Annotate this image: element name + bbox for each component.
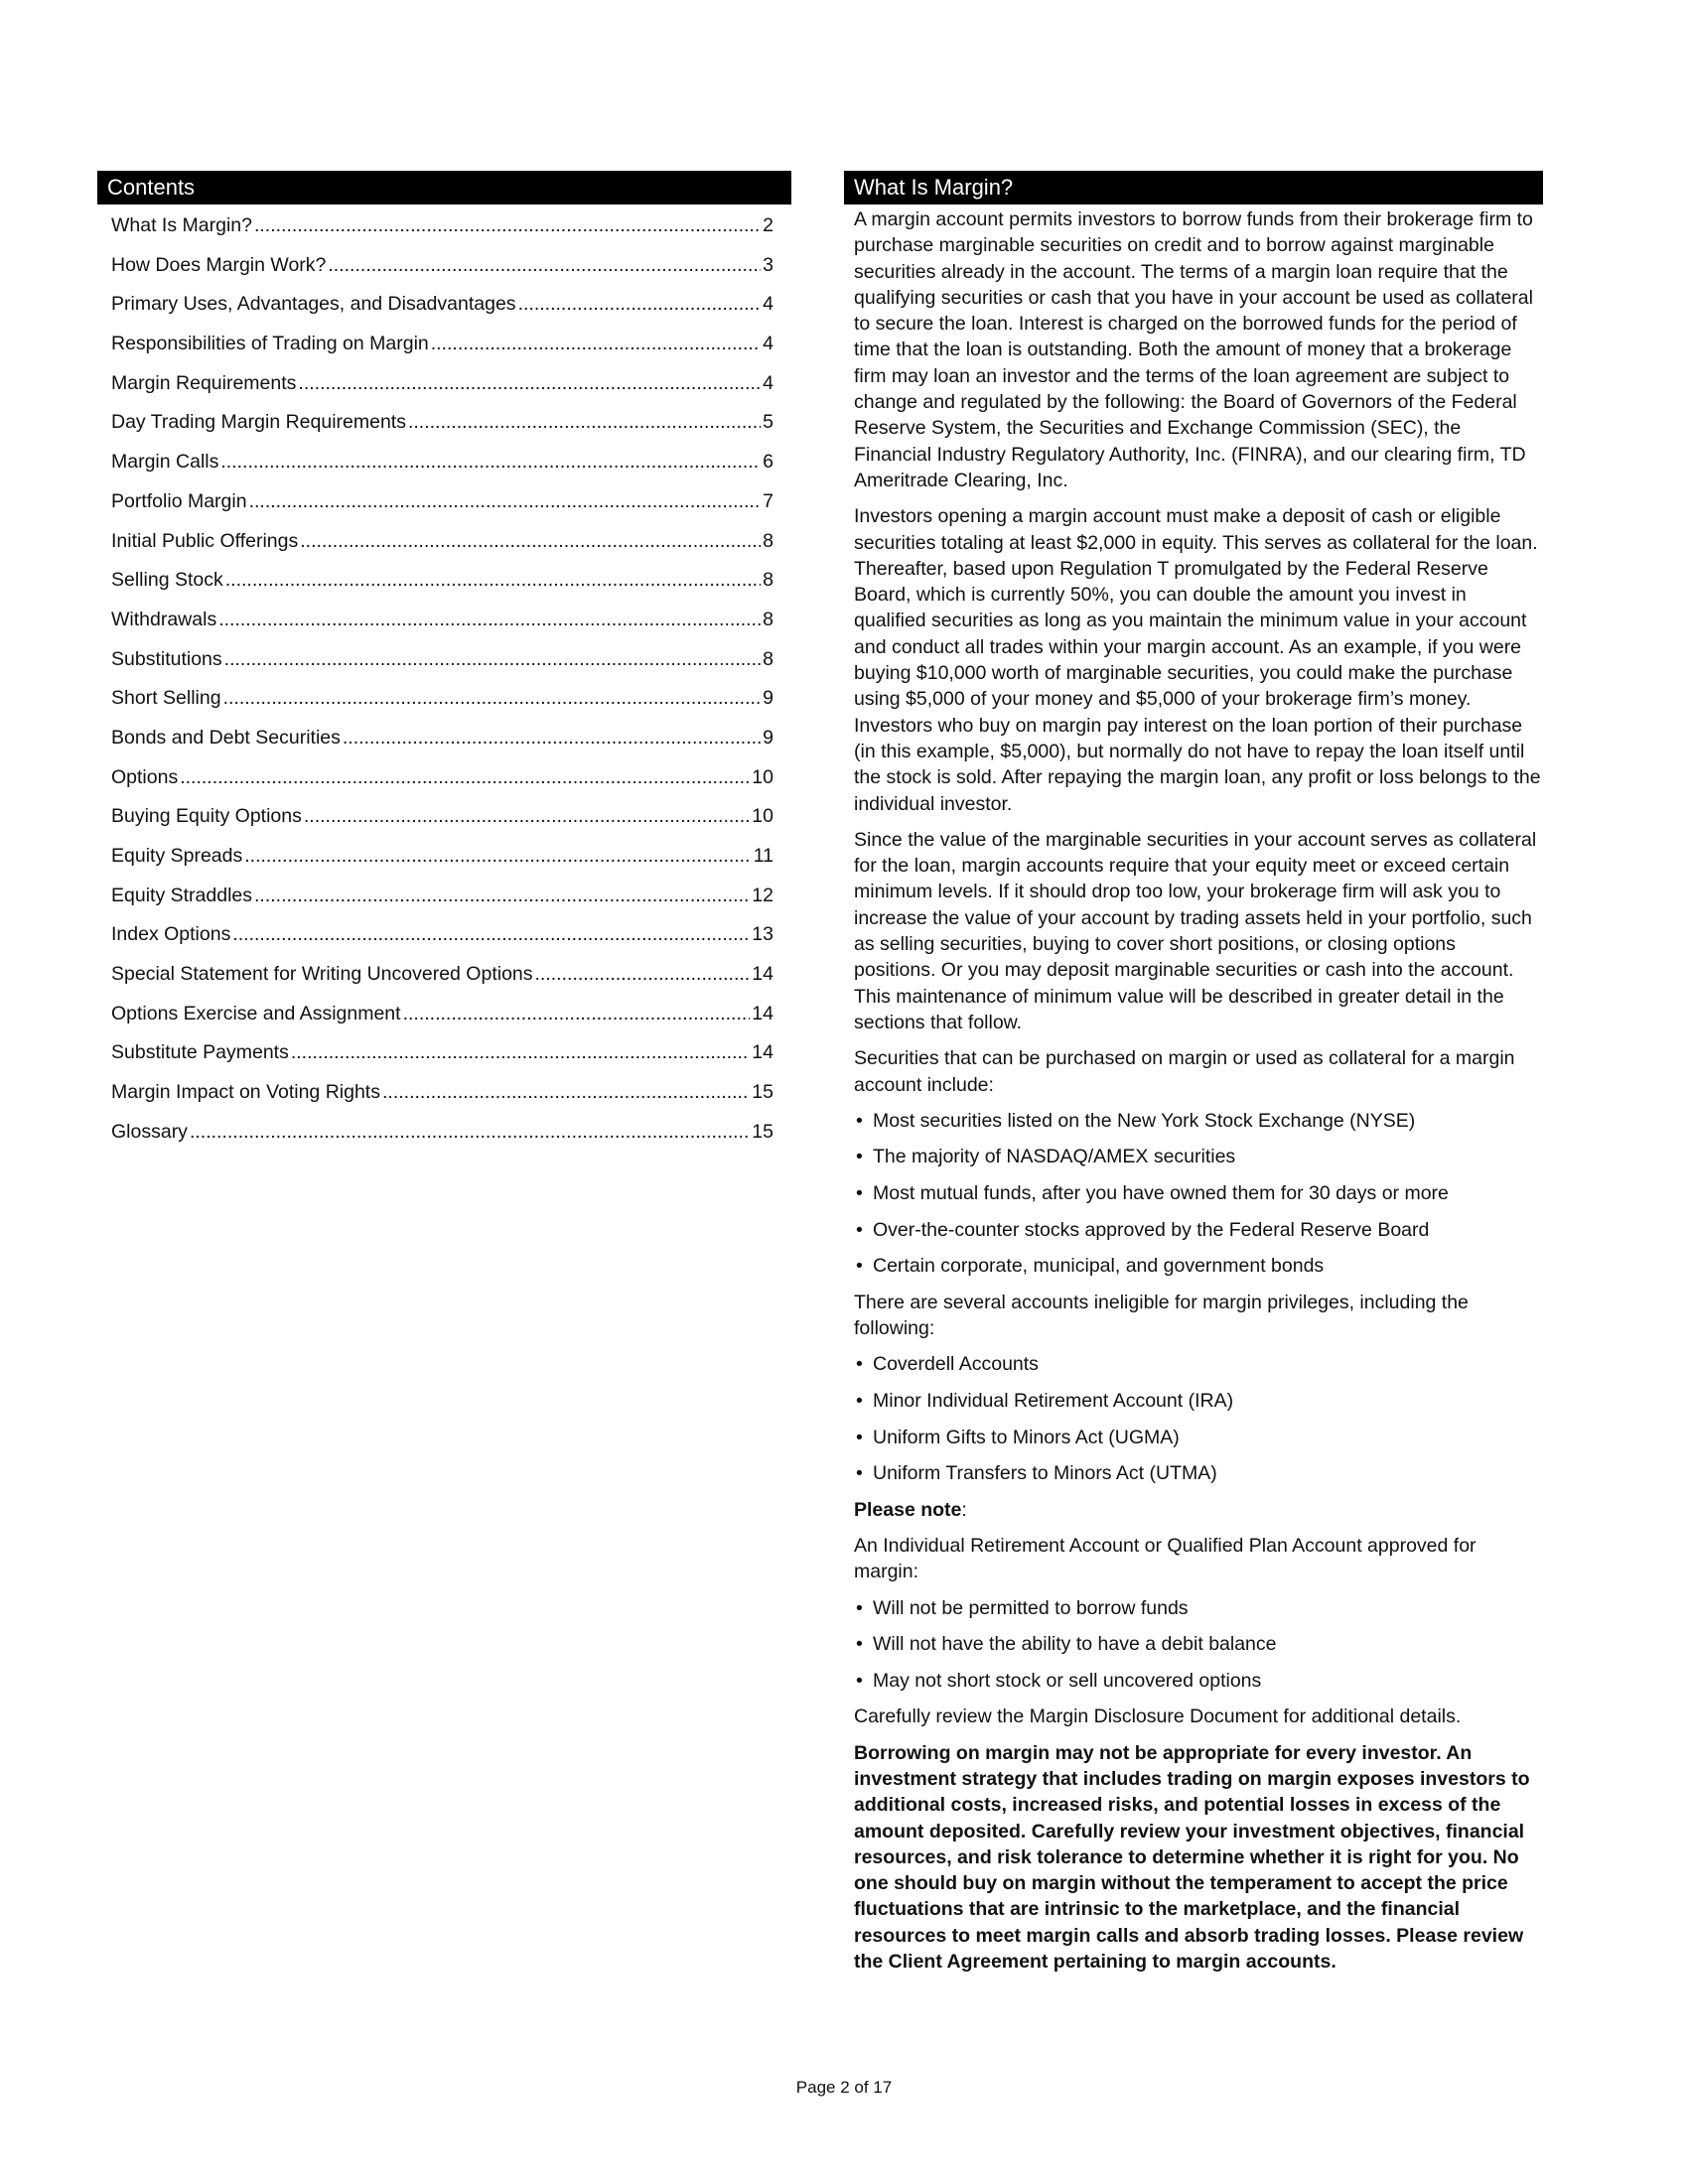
toc-item[interactable]: [97, 1003, 791, 1042]
toc-item[interactable]: [97, 766, 791, 806]
what-is-margin-section: [844, 171, 1543, 1984]
toc-leader-dots: [249, 490, 762, 513]
toc-item-title: Equity Straddles: [111, 884, 252, 906]
toc-leader-dots: [232, 923, 750, 946]
toc-item-page: 15: [752, 1120, 774, 1143]
list-item: • Over-the-counter stocks approved by the Federal Reserve Board: [854, 1217, 1541, 1243]
toc-leader-dots: [298, 372, 761, 395]
toc-item-page: 8: [763, 529, 774, 552]
toc-leader-dots: [343, 727, 761, 750]
toc-item[interactable]: [97, 687, 791, 727]
toc-item-page: 4: [763, 371, 774, 394]
toc-leader-dots: [223, 687, 762, 710]
deposit-paragraph: Investors opening a margin account must make a deposit of cash or eligible securities totaling at least $2,000 in equity. This serves as collateral for the loan. Thereafter, based upon Regulation T promulgated by the Federal Reserve Board, which is currently 50%, you can double the amount you invest in qualified securities as long as you maintain the minimum value in your account and conduct all trades within your margin account. As an example, if you were buying $10,000 worth of marginable securities, you could make the purchase using $5,000 of your money and $5,000 of your brokerage firm’s money. Investors who buy on margin pay interest on the loan portion of their purchase (in this example, $5,000), but normally do not have to repay the loan itself until the stock is sold. After repaying the margin loan, any profit or loss belongs to the individual investor.: [854, 505, 1541, 815]
toc-item-page: 7: [763, 489, 774, 512]
contents-section: [97, 171, 791, 1160]
toc-item-page: 3: [763, 253, 774, 276]
toc-leader-dots: [291, 1041, 750, 1064]
toc-item-title: Substitutions: [111, 647, 222, 670]
contents-header: Contents: [97, 171, 791, 205]
please-note-text: Please note: [854, 1498, 962, 1521]
toc-item-page: 8: [763, 647, 774, 670]
toc-item-title: Margin Impact on Voting Rights: [111, 1081, 380, 1104]
what-is-margin-header: What Is Margin?: [844, 171, 1543, 205]
toc-leader-dots: [225, 569, 761, 592]
list-item: • Uniform Gifts to Minors Act (UGMA): [854, 1425, 1541, 1450]
list-item: • Most securities listed on the New York Stock Exchange (NYSE): [854, 1108, 1541, 1134]
toc-item[interactable]: [97, 845, 791, 885]
toc-item-title: Day Trading Margin Requirements: [111, 411, 406, 434]
toc-item-page: 13: [752, 923, 774, 946]
toc-item-page: 12: [752, 884, 774, 906]
page-number: Page 2 of 17: [795, 2078, 893, 2097]
please-note-colon: :: [961, 1498, 967, 1521]
toc-item[interactable]: [97, 333, 791, 372]
list-item: • Minor Individual Retirement Account (IRA): [854, 1388, 1541, 1414]
toc-leader-dots: [224, 648, 761, 671]
toc-leader-dots: [408, 411, 761, 434]
toc-leader-dots: [254, 885, 750, 907]
toc-list: [97, 214, 791, 1160]
toc-leader-dots: [431, 333, 761, 355]
toc-leader-dots: [180, 766, 750, 789]
ira-intro-paragraph: An Individual Retirement Account or Qualified Plan Account approved for margin:: [854, 1535, 1477, 1583]
toc-item[interactable]: [97, 1121, 791, 1160]
toc-item-title: Substitute Payments: [111, 1041, 289, 1064]
toc-item-page: 8: [763, 608, 774, 630]
toc-item-page: 11: [753, 845, 774, 867]
toc-leader-dots: [382, 1081, 750, 1104]
toc-item[interactable]: [97, 963, 791, 1003]
toc-item-title: Portfolio Margin: [111, 489, 247, 512]
toc-item[interactable]: [97, 411, 791, 451]
toc-item[interactable]: [97, 609, 791, 648]
toc-item[interactable]: [97, 923, 791, 963]
disclosure-paragraph: Carefully review the Margin Disclosure Document for additional details.: [854, 1706, 1462, 1728]
toc-item-page: 14: [752, 1041, 774, 1064]
ineligible-accounts-list: [854, 1351, 1541, 1486]
eligible-intro-paragraph: Securities that can be purchased on margin or used as collateral for a margin account include:: [854, 1047, 1515, 1096]
toc-leader-dots: [535, 963, 751, 986]
toc-leader-dots: [403, 1003, 751, 1025]
toc-item-title: Index Options: [111, 923, 231, 946]
toc-leader-dots: [518, 293, 762, 316]
toc-item[interactable]: [97, 293, 791, 333]
list-item: • Will not be permitted to borrow funds: [854, 1595, 1541, 1621]
toc-item-title: Initial Public Offerings: [111, 529, 299, 552]
toc-item[interactable]: [97, 214, 791, 254]
toc-item-page: 10: [752, 805, 774, 828]
toc-item-page: 5: [763, 411, 774, 434]
ineligible-intro-paragraph: There are several accounts ineligible for margin privileges, including the following:: [854, 1291, 1469, 1340]
toc-item-title: Special Statement for Writing Uncovered Options: [111, 963, 533, 986]
toc-item-page: 4: [763, 293, 774, 316]
toc-item-title: Short Selling: [111, 687, 221, 710]
toc-leader-dots: [300, 530, 761, 553]
toc-item-page: 6: [763, 451, 774, 474]
toc-item-title: Bonds and Debt Securities: [111, 726, 341, 749]
please-note-label: [854, 1497, 1541, 1523]
toc-item-page: 14: [752, 963, 774, 986]
toc-item-page: 14: [752, 1002, 774, 1024]
toc-item-title: Margin Requirements: [111, 371, 297, 394]
toc-leader-dots: [190, 1121, 750, 1144]
list-item: • Most mutual funds, after you have owned them for 30 days or more: [854, 1180, 1541, 1206]
toc-item-title: Options: [111, 765, 179, 788]
toc-item-page: 10: [752, 765, 774, 788]
toc-leader-dots: [328, 254, 761, 277]
risk-warning-paragraph: Borrowing on margin may not be appropriate for every investor. An investment strategy that includes trading on margin exposes investors to additional costs, increased risks, and potential losses in excess of the amount deposited. Carefully review your investment objectives, financial resources, and risk tolerance to determine whether it is right for you. No one should buy on margin without the temperament to accept the price fluctuations that are intrinsic to the marketplace, and the financial resources to meet margin calls and absorb trading losses. Please review the Client Agreement pertaining to margin accounts.: [854, 1741, 1530, 1974]
toc-item[interactable]: [97, 372, 791, 412]
list-item: • The majority of NASDAQ/AMEX securities: [854, 1144, 1541, 1169]
toc-item-page: 9: [763, 726, 774, 749]
toc-item[interactable]: [97, 569, 791, 609]
toc-item-page: 2: [763, 214, 774, 236]
toc-item[interactable]: [97, 1081, 791, 1121]
toc-item[interactable]: [97, 805, 791, 845]
toc-item[interactable]: [97, 648, 791, 688]
ira-rules-list: [854, 1595, 1541, 1694]
section-body: [844, 206, 1543, 1975]
toc-leader-dots: [244, 845, 752, 868]
toc-item-title: Margin Calls: [111, 451, 219, 474]
toc-item-title: Glossary: [111, 1120, 188, 1143]
toc-item[interactable]: [97, 530, 791, 570]
toc-item[interactable]: [97, 490, 791, 530]
list-item: • Coverdell Accounts: [854, 1351, 1541, 1377]
toc-item-title: Buying Equity Options: [111, 805, 302, 828]
toc-item[interactable]: [97, 451, 791, 490]
toc-item-title: Options Exercise and Assignment: [111, 1002, 401, 1024]
toc-item-page: 9: [763, 687, 774, 710]
toc-item[interactable]: [97, 254, 791, 294]
toc-item[interactable]: [97, 1041, 791, 1081]
toc-leader-dots: [304, 805, 750, 828]
toc-leader-dots: [220, 451, 761, 474]
toc-item-page: 8: [763, 569, 774, 592]
toc-item-title: Primary Uses, Advantages, and Disadvantages: [111, 293, 516, 316]
toc-item-title: What Is Margin?: [111, 214, 252, 236]
toc-item-title: Withdrawals: [111, 608, 217, 630]
collateral-paragraph: Since the value of the marginable securities in your account serves as collateral for the loan, margin accounts require that your equity meet or exceed certain minimum levels. If it should drop too low, your brokerage firm will ask you to increase the value of your account by trading assets held in your portfolio, such as selling securities, buying to cover short positions, or closing options positions. Or you may deposit marginable securities or cash into the account. This maintenance of minimum value will be described in greater detail in the sections that follow.: [854, 828, 1537, 1033]
toc-item[interactable]: [97, 727, 791, 766]
intro-paragraph: A margin account permits investors to borrow funds from their brokerage firm to purchase marginable securities on credit and to borrow against marginable securities already in the account. The terms of a margin loan require that the qualifying securities or cash that you have in your account be used as collateral to secure the loan. Interest is charged on the borrowed funds for the period of time that the loan is outstanding. Both the amount of money that a brokerage firm may loan an investor and the terms of the loan agreement are subject to change and regulated by the following: the Board of Governors of the Federal Reserve System, the Securities and Exchange Commission (SEC), the Financial Industry Regulatory Authority, Inc. (FINRA), and our clearing firm, TD Ameritrade Clearing, Inc.: [854, 208, 1533, 491]
toc-item-title: Selling Stock: [111, 569, 223, 592]
eligible-securities-list: [854, 1108, 1541, 1280]
toc-item-page: 15: [752, 1081, 774, 1104]
list-item: • Certain corporate, municipal, and government bonds: [854, 1253, 1541, 1279]
toc-item-title: Equity Spreads: [111, 845, 243, 867]
toc-item-page: 4: [763, 333, 774, 355]
list-item: • May not short stock or sell uncovered options: [854, 1668, 1541, 1694]
toc-item-title: Responsibilities of Trading on Margin: [111, 333, 429, 355]
toc-item[interactable]: [97, 885, 791, 924]
list-item: • Uniform Transfers to Minors Act (UTMA): [854, 1460, 1541, 1486]
list-item: • Will not have the ability to have a debit balance: [854, 1631, 1541, 1657]
toc-item-title: How Does Margin Work?: [111, 253, 327, 276]
toc-leader-dots: [254, 214, 761, 237]
toc-leader-dots: [218, 609, 761, 631]
